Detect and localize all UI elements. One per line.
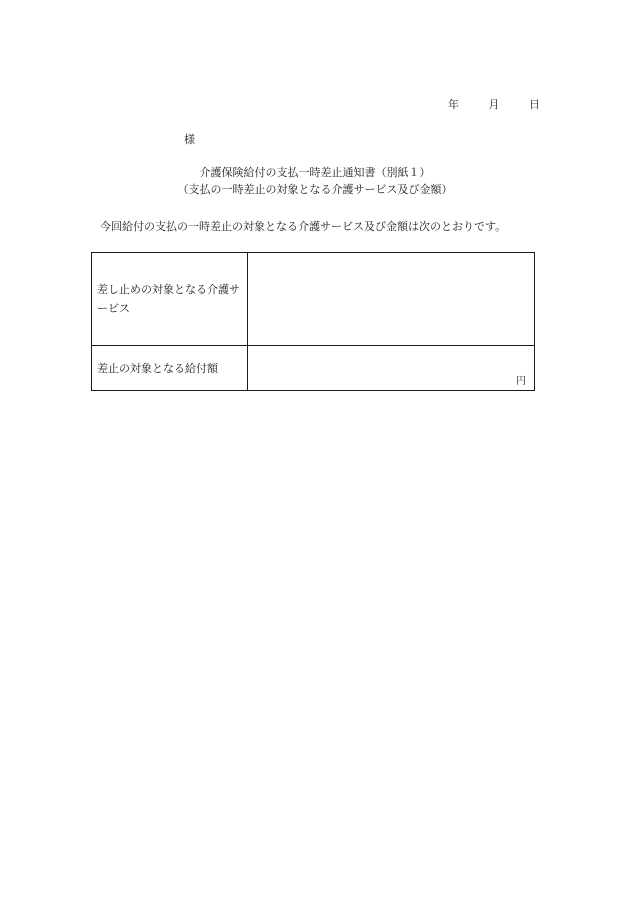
yen-unit: 円 [516, 376, 526, 387]
table-row-service [92, 253, 535, 346]
year-label: 年 [448, 98, 459, 111]
addressee-honorific: 様 [184, 133, 195, 146]
amount-cell [248, 346, 535, 391]
day-label: 日 [529, 98, 540, 111]
title-main: 介護保険給付の支払一時差止通知書（別紙１） [199, 166, 431, 179]
service-value [248, 253, 535, 346]
document-title [0, 164, 630, 198]
service-label: 差し止めの対象となる介護サービス [92, 253, 248, 346]
intro-text: 今回給付の支払の一時差止の対象となる介護サービス及び金額は次のとおりです。 [100, 220, 507, 233]
month-label: 月 [488, 98, 500, 111]
detail-table [91, 252, 535, 391]
table-row-amount [92, 346, 535, 391]
date-line [448, 96, 540, 112]
amount-label: 差止の対象となる給付額 [92, 346, 248, 391]
title-sub: （支払の一時差止の対象となる介護サービス及び金額） [177, 183, 453, 196]
